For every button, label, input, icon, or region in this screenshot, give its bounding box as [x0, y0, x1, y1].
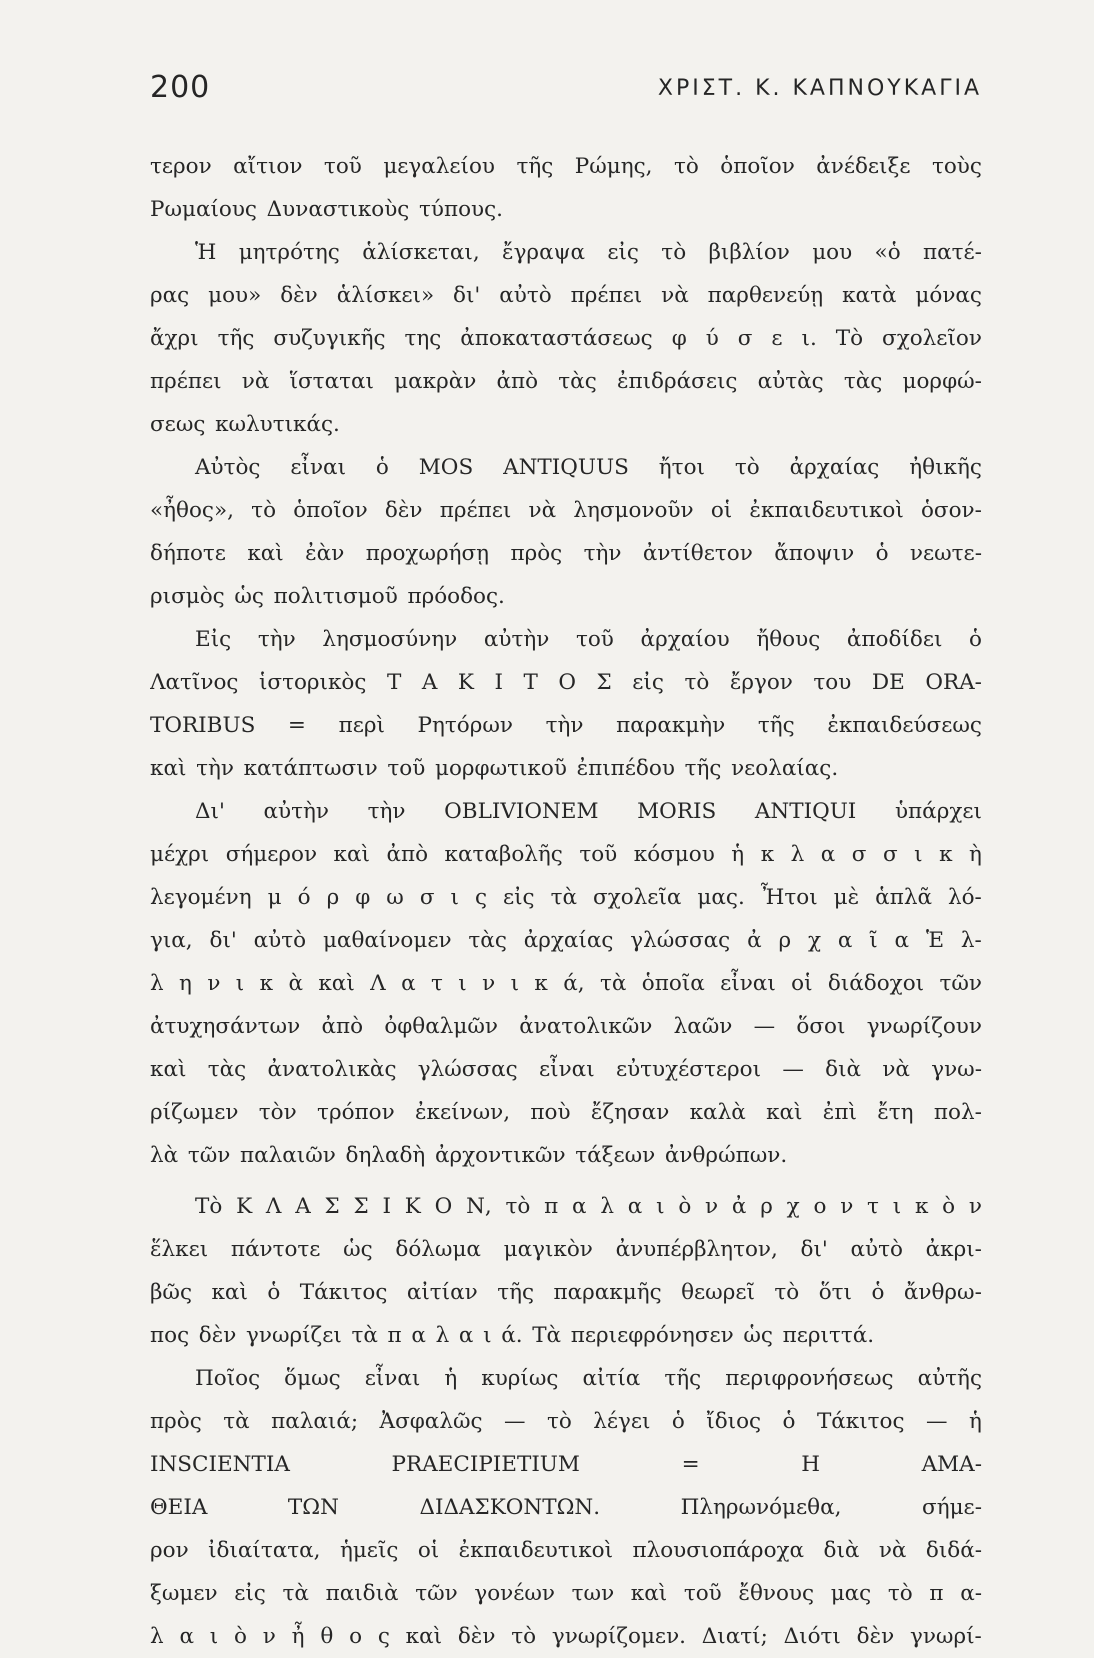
text-line: ρον ἰδιαίτατα, ἡμεῖς οἱ ἐκπαιδευτικοὶ πλουσιοπάροχα διὰ νὰ διδά-: [150, 1538, 982, 1563]
text-line: λὰ τῶν παλαιῶν δηλαδὴ ἀρχοντικῶν τάξεων ἀνθρώπων.: [150, 1143, 788, 1168]
text-line: σεως κωλυτικάς.: [150, 412, 340, 437]
text-line: καὶ τὰς ἀνατολικὰς γλώσσας εἶναι εὐτυχέστεροι — διὰ νὰ γνω-: [150, 1057, 982, 1082]
text-line: δήποτε καὶ ἐὰν προχωρήσῃ πρὸς τὴν ἀντίθετον ἄποψιν ὁ νεωτε-: [150, 541, 982, 566]
text-line: «ἦθος», τὸ ὁποῖον δὲν πρέπει νὰ λησμονοῦν οἱ ἐκπαιδευτικοὶ ὁσον-: [150, 498, 982, 523]
text-line: τερον αἴτιον τοῦ μεγαλείου τῆς Ρώμης, τὸ ὁποῖον ἀνέδειξε τοὺς: [150, 154, 982, 179]
text-line: καὶ τὴν κατάπτωσιν τοῦ μορφωτικοῦ ἐπιπέδου τῆς νεολαίας.: [150, 756, 839, 781]
text-line: Αὐτὸς εἶναι ὁ MOS ANTIQUUS ἤτοι τὸ ἀρχαίας ἠθικῆς: [195, 455, 982, 480]
text-line: λ α ι ὸ ν ἦ θ ο ς καὶ δὲν τὸ γνωρίζομεν. Διατί; Διότι δὲν γνωρί-: [150, 1624, 982, 1649]
text-line: ἀτυχησάντων ἀπὸ ὀφθαλμῶν ἀνατολικῶν λαῶν — ὅσοι γνωρίζουν: [150, 1014, 982, 1039]
text-line: λεγομένη μ ό ρ φ ω σ ι ς εἰς τὰ σχολεῖα μας. Ἦτοι μὲ ἁπλᾶ λό-: [150, 885, 982, 910]
page-number: 200: [150, 70, 211, 105]
text-line: Τὸ Κ Λ Α Σ Σ Ι Κ Ο Ν, τὸ π α λ α ι ὸ ν ἀ ρ χ ο ν τ ι κ ὸ ν: [195, 1194, 982, 1219]
text-line: ἕλκει πάντοτε ὡς δόλωμα μαγικὸν ἀνυπέρβλητον, δι' αὐτὸ ἀκρι-: [150, 1237, 982, 1262]
text-line: Λατῖνος ἱστορικὸς Τ Α Κ Ι Τ Ο Σ εἰς τὸ ἔργον του DE ORA-: [150, 670, 982, 695]
text-line: ρισμὸς ὡς πολιτισμοῦ πρόοδος.: [150, 584, 505, 609]
running-head: ΧΡΙΣΤ. Κ. ΚΑΠΝΟΥΚΑΓΙΑ: [657, 76, 982, 101]
body-text: [150, 145, 982, 1658]
text-line: Ἡ μητρότης ἁλίσκεται, ἔγραψα εἰς τὸ βιβλίον μου «ὁ πατέ-: [195, 240, 982, 265]
text-line: INSCIENTIA PRAECIPIETIUM = Η ΑΜΑ-: [150, 1452, 982, 1477]
text-line: ξωμεν εἰς τὰ παιδιὰ τῶν γονέων των καὶ τοῦ ἔθνους μας τὸ π α-: [150, 1581, 982, 1606]
text-line: Ρωμαίους Δυναστικοὺς τύπους.: [150, 197, 503, 222]
text-line: ρας μου» δὲν ἁλίσκει» δι' αὐτὸ πρέπει νὰ παρθενεύῃ κατὰ μόνας: [150, 283, 982, 308]
text-line: ρίζωμεν τὸν τρόπον ἐκείνων, ποὺ ἔζησαν καλὰ καὶ ἐπὶ ἔτη πολ-: [150, 1100, 982, 1125]
text-line: για, δι' αὐτὸ μαθαίνομεν τὰς ἀρχαίας γλώσσας ἀ ρ χ α ῖ α Ἑ λ-: [150, 928, 982, 953]
text-line: Ποῖος ὅμως εἶναι ἡ κυρίως αἰτία τῆς περιφρονήσεως αὐτῆς: [195, 1366, 982, 1391]
text-line: πρέπει νὰ ἵσταται μακρὰν ἀπὸ τὰς ἐπιδράσεις αὐτὰς τὰς μορφώ-: [150, 369, 982, 394]
text-line: ΘΕΙΑ ΤΩΝ ΔΙΔΑΣΚΟΝΤΩΝ. Πληρωνόμεθα, σήμε-: [150, 1495, 982, 1520]
text-line: πος δὲν γνωρίζει τὰ π α λ α ι ά. Τὰ περιεφρόνησεν ὡς περιττά.: [150, 1323, 875, 1348]
text-line: βῶς καὶ ὁ Τάκιτος αἰτίαν τῆς παρακμῆς θεωρεῖ τὸ ὅτι ὁ ἄνθρω-: [150, 1280, 982, 1305]
text-line: πρὸς τὰ παλαιά; Ἀσφαλῶς — τὸ λέγει ὁ ἴδιος ὁ Τάκιτος — ἡ: [150, 1409, 982, 1434]
text-line: ἄχρι τῆς συζυγικῆς της ἀποκαταστάσεως φ ύ σ ε ι. Τὸ σχολεῖον: [150, 326, 982, 351]
text-line: λ η ν ι κ ὰ καὶ Λ α τ ι ν ι κ ά, τὰ ὁποῖα εἶναι οἱ διάδοχοι τῶν: [150, 971, 982, 996]
text-line: μέχρι σήμερον καὶ ἀπὸ καταβολῆς τοῦ κόσμου ἡ κ λ α σ σ ι κ ὴ: [150, 842, 982, 867]
text-line: Εἰς τὴν λησμοσύνην αὐτὴν τοῦ ἀρχαίου ἤθους ἀποδίδει ὁ: [195, 627, 982, 652]
text-line: TORIBUS = περὶ Ρητόρων τὴν παρακμὴν τῆς ἐκπαιδεύσεως: [150, 713, 982, 738]
page-header: [150, 70, 982, 120]
text-line: Δι' αὐτὴν τὴν OBLIVIONEM MORIS ANTIQUI ὑπάρχει: [195, 799, 982, 824]
